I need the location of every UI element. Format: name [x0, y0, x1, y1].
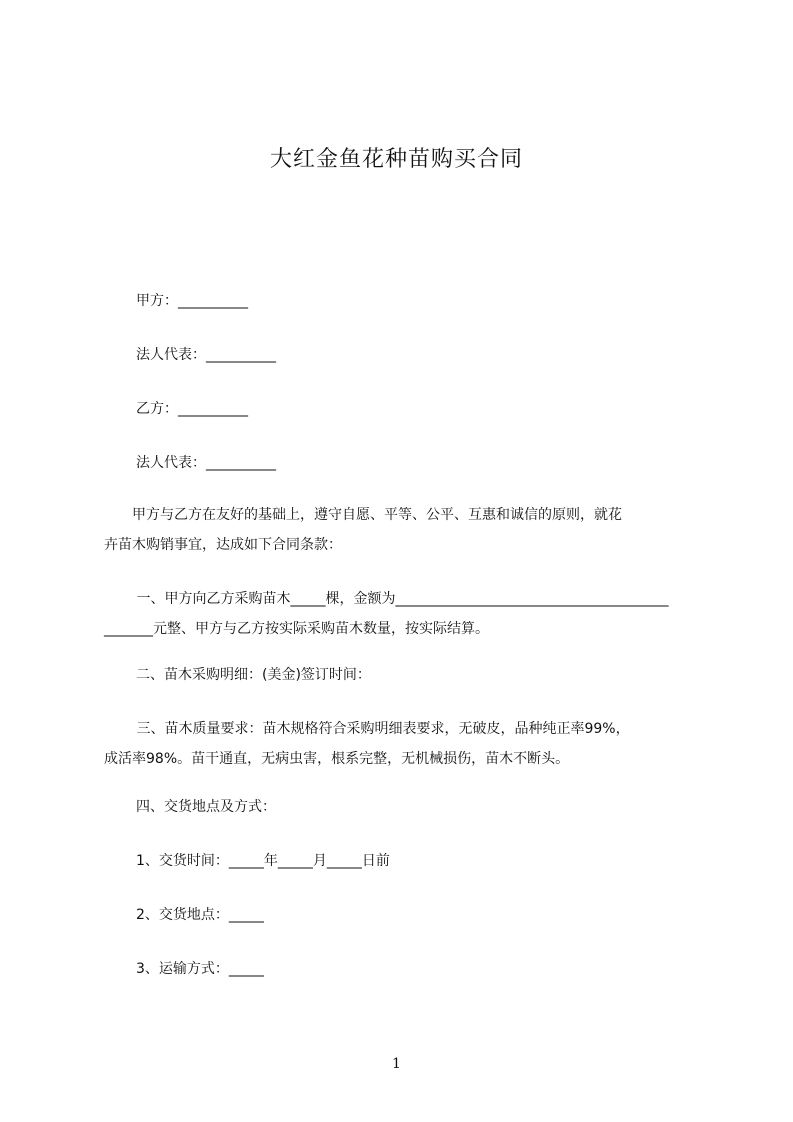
clause-2-line	[136, 660, 732, 690]
delivery-location-text: 2、交货地点：_____	[136, 907, 264, 923]
clause-1-line-2: _______元整、甲方与乙方按实际采购苗木数量，按实际结算。	[104, 621, 489, 637]
preamble-line-2: 卉苗木购销事宜，达成如下合同条款：	[104, 537, 342, 553]
party-a-legal-rep-text: 法人代表：__________	[136, 347, 276, 363]
party-a-line	[136, 286, 732, 316]
clause-3-line-1: 三、苗木质量要求：苗木规格符合采购明细表要求，无破皮，品种纯正率99%，	[104, 721, 630, 737]
clause-4-text: 四、交货地点及方式：	[136, 799, 276, 815]
clause-1-line-1: 一、甲方向乙方采购苗木_____棵，金额为_______________________________________	[104, 591, 669, 607]
transport-method-text: 3、运输方式：_____	[136, 961, 264, 977]
transport-method-line	[136, 954, 732, 984]
clause-4-heading	[136, 792, 732, 822]
delivery-location-line	[136, 900, 732, 930]
clause-3-paragraph	[104, 714, 700, 774]
party-b-legal-rep-line	[136, 448, 732, 478]
party-b-text: 乙方：__________	[136, 401, 248, 417]
preamble-paragraph	[104, 500, 700, 560]
party-a-text: 甲方：__________	[136, 293, 248, 309]
preamble-line-1: 甲方与乙方在友好的基础上，遵守自愿、平等、公平、互惠和诚信的原则，就花	[104, 507, 622, 523]
party-b-line	[136, 394, 732, 424]
document-title: 大红金鱼花种苗购买合同	[269, 147, 523, 172]
clause-2-text: 二、苗木采购明细：(美金)签订时间：	[136, 667, 371, 683]
delivery-time-text: 1、交货时间：_____年_____月_____日前	[136, 853, 390, 869]
party-a-legal-rep-line	[136, 340, 732, 370]
clause-1-paragraph	[104, 584, 700, 644]
page-number: 1	[392, 1056, 401, 1072]
delivery-time-line	[136, 846, 732, 876]
party-b-legal-rep-text: 法人代表：__________	[136, 455, 276, 471]
clause-3-line-2: 成活率98%。苗干通直，无病虫害，根系完整，无机械损伤，苗木不断头。	[104, 751, 570, 767]
